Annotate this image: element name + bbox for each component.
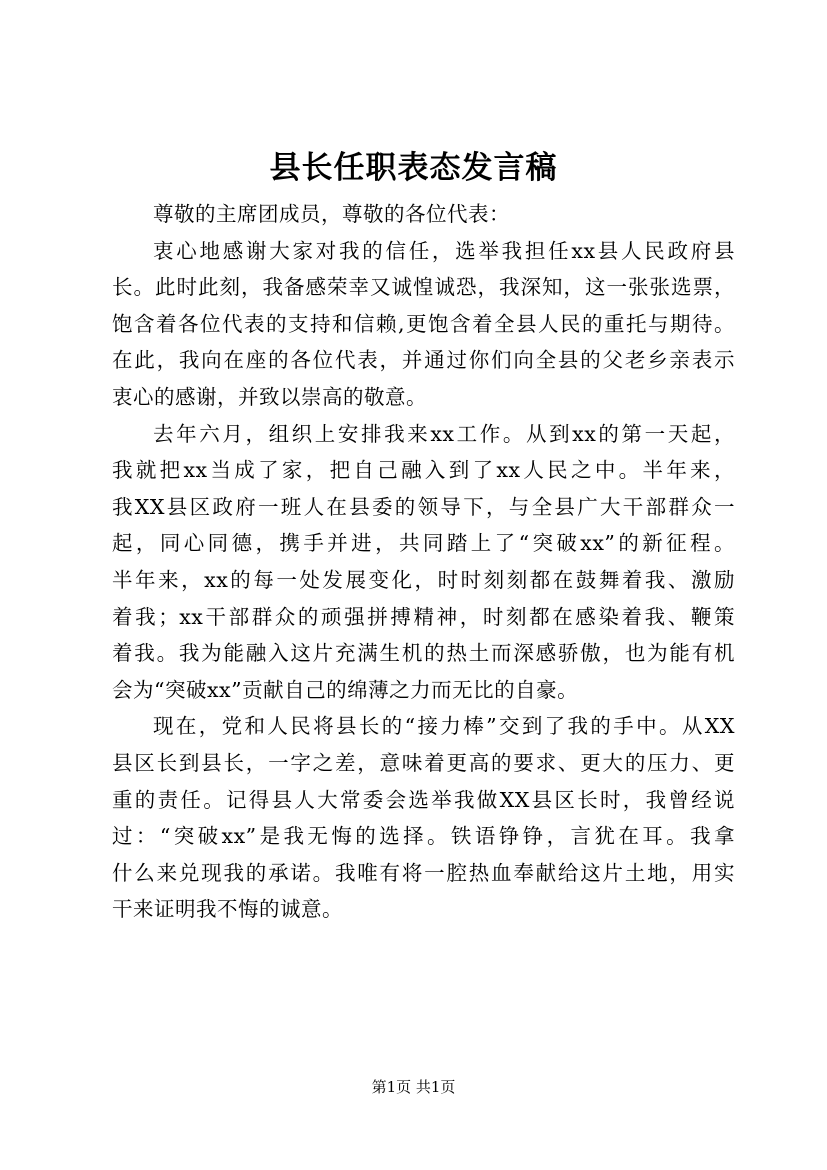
text-line: 过：“突破xx”是我无悔的选择。铁语铮铮，言犹在耳。我拿	[112, 824, 735, 849]
text-line: 什么来兑现我的承诺。我唯有将一腔热血奉献给这片土地，用实	[112, 860, 735, 885]
document-title: 县长任职表态发言稿	[269, 150, 558, 186]
text-line: 干来证明我不悔的诚意。	[112, 897, 343, 922]
text-line: 我就把xx当成了家，把自己融入到了xx人民之中。半年来，	[112, 458, 735, 483]
document-body	[112, 196, 735, 928]
text-line: 在此，我向在座的各位代表，并通过你们向全县的父老乡亲表示	[112, 348, 735, 373]
text-line: 尊敬的主席团成员，尊敬的各位代表：	[153, 202, 510, 226]
text-line: 去年六月，组织上安排我来xx工作。从到xx的第一天起，	[153, 421, 735, 446]
page-footer: 第1页 共1页	[371, 1078, 456, 1096]
text-line: 重的责任。记得县人大常委会选举我做XX县区长时，我曾经说	[112, 787, 735, 812]
text-line: 我XX县区政府一班人在县委的领导下，与全县广大干部群众一	[112, 494, 735, 519]
text-line: 着我；xx干部群众的顽强拼搏精神，时刻都在感染着我、鞭策	[112, 604, 735, 629]
text-line: 县区长到县长，一字之差，意味着更高的要求、更大的压力、更	[112, 750, 735, 775]
text-line: 饱含着各位代表的支持和信赖,更饱含着全县人民的重托与期待。	[112, 311, 735, 336]
text-line: 半年来，xx的每一处发展变化，时时刻刻都在鼓舞着我、激励	[112, 567, 735, 592]
text-line: 会为“突破xx”贡献自己的绵薄之力而无比的自豪。	[112, 677, 579, 702]
text-line: 起，同心同德，携手并进，共同踏上了“突破xx”的新征程。	[112, 531, 735, 556]
text-line: 现在，党和人民将县长的“接力棒”交到了我的手中。从XX	[153, 714, 735, 739]
text-line: 衷心地感谢大家对我的信任，选举我担任xx县人民政府县	[153, 238, 735, 263]
text-line: 着我。我为能融入这片充满生机的热土而深感骄傲，也为能有机	[112, 641, 735, 666]
text-line: 长。此时此刻，我备感荣幸又诚惶诚恐，我深知，这一张张选票，	[112, 275, 735, 300]
text-line: 衷心的感谢，并致以崇高的敬意。	[112, 384, 427, 409]
